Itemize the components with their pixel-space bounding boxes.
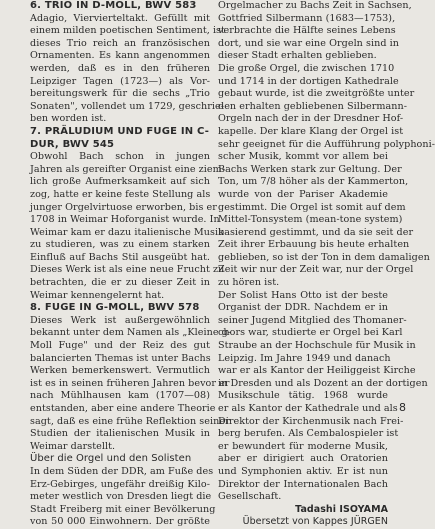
text-line: Straube an der Hochschule für Musik in	[218, 340, 416, 352]
text-line: aber er dirigiert auch Oratorien	[218, 453, 388, 465]
text-line: 1708 in Weimar Hoforganist wurde. In	[30, 214, 220, 226]
text-line: seiner Jugend Mitglied des Thomaner-	[218, 314, 407, 326]
text-line: zu hören ist.	[218, 277, 280, 289]
text-line: verbrachte die Hälfte seines Lebens	[218, 25, 396, 37]
text-line: Musikschule tätig. 1968 wurde	[218, 390, 388, 402]
text-line: Weimar kam er dazu italienische Musik	[30, 226, 224, 238]
text-line: Studien der italienischen Musik in	[30, 428, 210, 440]
text-line: Gottfried Silbermann (1683—1753),	[218, 12, 396, 24]
author-signature: Tadashi ISOYAMA	[295, 503, 388, 515]
left-column	[30, 0, 232, 529]
text-line: nach Mühlhausen kam (1707—08)	[30, 390, 210, 402]
text-line: zog, hatte er keine feste Stellung als	[30, 188, 211, 200]
text-line: chors war, studierte er Orgel bei Karl	[218, 327, 403, 339]
section-heading: 6. TRIO IN D-MOLL, BWV 583	[30, 0, 197, 11]
text-line: meter westlich von Dresden liegt die	[30, 491, 212, 503]
text-line: gestimmt. Die Orgel ist somit auf dem	[218, 201, 406, 213]
text-line: Direktor der Internationalen Bach	[218, 478, 388, 490]
text-line: Sonaten", vollendet um 1729, geschrie-	[30, 100, 224, 112]
text-line: werden, daß es in den früheren	[30, 62, 210, 74]
text-line: wurde von der Pariser Akademie	[218, 188, 388, 200]
text-line: er als Kantor der Kathedrale und als	[218, 403, 398, 414]
text-line: balancierten Themas ist unter Bachs	[30, 352, 211, 364]
text-line: ben worden ist.	[30, 113, 107, 125]
text-line: in Dresden und als Dozent an der dortigen	[218, 377, 428, 389]
text-line: junger Orgelvirtuose erworben, bis er	[30, 201, 217, 213]
text-line: gebaut wurde, ist die zweitgrößte unter	[218, 88, 415, 100]
text-line: Zeit wir nur der Zeit war, nur der Orgel	[218, 264, 414, 276]
text-line: Organist der DDR. Nachdem er in	[218, 302, 388, 314]
text-line: und 1714 in der dortigen Kathedrale	[218, 75, 399, 87]
text-line: Ornamenten. Es kann angenommen	[30, 50, 210, 62]
section-heading: 8. FUGE IN G-MOLL, BWV 578	[30, 302, 200, 314]
text-line: dieses Trio reich an französischen	[30, 37, 210, 49]
text-line: Orgelmacher zu Bachs Zeit in Sachsen,	[218, 0, 412, 11]
text-line: Jahren als gereifter Organist eine ziem-	[30, 163, 226, 175]
text-line: zu studieren, was zu einem starken	[30, 239, 210, 251]
text-line: und Symphonien aktiv. Er ist nun	[218, 465, 388, 477]
text-line: Dieses Werk ist außergewöhnlich	[30, 314, 210, 326]
text-line: Die große Orgel, die zwischen 1710	[218, 62, 395, 74]
text-line: Weimar kennengelernt hat.	[30, 289, 165, 301]
text-line: Stadt Freiberg mit einer Bevölkerung	[30, 503, 216, 515]
text-line: Zeit ihrer Erbauung bis heute erhalten	[218, 239, 410, 251]
text-line: lich große Aufmerksamkeit auf sich	[30, 176, 210, 188]
text-line: scher Musik, kommt vor allem bei	[218, 151, 388, 163]
text-line: sehr geeignet für die Aufführung polyphoni-	[218, 138, 435, 150]
text-line: Bachs Werken stark zur Geltung. Der	[218, 163, 402, 175]
text-line: war er als Kantor der Heiliggeist Kirche	[218, 365, 416, 377]
text-line: Gesellschaft.	[218, 491, 282, 503]
text-line: sagt, daß es eine frühe Reflektion seiner	[30, 415, 230, 427]
text-line: Einfluß auf Bachs Stil ausgeübt hat.	[30, 251, 210, 263]
text-line: einem milden poetischen Sentiment, ist	[30, 25, 225, 37]
text-line: Werken bemerkenswert. Vermutlich	[30, 365, 210, 377]
text-line: ist es in seinen früheren Jahren bevor er	[30, 377, 230, 389]
text-line: Obwohl Bach schon in jungen	[30, 151, 210, 163]
text-line: Leipziger Tagen (1723—) als Vor-	[30, 75, 210, 87]
text-line: dort, und sie war eine Orgeln sind in	[218, 37, 399, 49]
page-number: 8	[399, 401, 406, 414]
text-line: er bewundert für moderne Musik,	[218, 440, 388, 452]
text-line: Leipzig. Im Jahre 1949 und danach	[218, 352, 391, 364]
text-line: Direktor der Kirchenmusik nach Frei-	[218, 415, 404, 427]
text-line: entstanden, aber eine andere Theorie	[30, 403, 216, 414]
text-line: Ton, um 7/8 höher als der Kammerton,	[218, 176, 409, 188]
section-subheading: Über die Orgel und den Solisten	[30, 453, 192, 465]
text-line: Moll Fuge" und der Reiz des gut	[30, 340, 210, 352]
text-line: bereitungswerk für die sechs „Trio	[30, 88, 210, 100]
text-line: von 50 000 Einwohnern. Der größte	[30, 516, 210, 528]
translator-credit: Übersetzt von Kappes JÜRGEN	[242, 516, 388, 528]
text-line: betrachten, die er zu dieser Zeit in	[30, 277, 210, 289]
text-line: Orgeln nach der in der Dresdner Hof-	[218, 113, 404, 125]
text-line: Erz-Gebirges, ungefähr dreißig Kilo-	[30, 478, 210, 490]
right-column	[218, 0, 435, 529]
text-line: berg berufen. Als Cembalospieler ist	[218, 428, 399, 440]
text-line: Weimar darstellt.	[30, 440, 116, 452]
text-line: In dem Süden der DDR, am Fuße des	[30, 465, 214, 477]
text-line: geblieben, so ist der Ton in dem damaligen	[218, 251, 430, 263]
text-line: Adagio, Viervierteltakt. Gefüllt mit	[30, 12, 210, 24]
text-line: Dieses Werk ist als eine neue Frucht zu	[30, 264, 225, 276]
section-heading: 7. PRÄLUDIUM UND FUGE IN C-	[30, 125, 210, 137]
section-heading: DUR, BWV 545	[30, 138, 115, 150]
text-line: den erhalten gebliebenen Silbermann-	[218, 100, 408, 112]
text-line: basierend gestimmt, und da sie seit der	[218, 226, 414, 238]
text-line: bekannt unter dem Namen als „Kleine g-	[30, 327, 232, 339]
text-line: dieser Stadt erhalten geblieben.	[218, 50, 377, 62]
text-line: Mittel-Tonsystem (mean-tone system)	[218, 214, 403, 226]
text-line: Der Solist Hans Otto ist der beste	[218, 289, 388, 301]
text-line: kapelle. Der klare Klang der Orgel ist	[218, 125, 404, 137]
